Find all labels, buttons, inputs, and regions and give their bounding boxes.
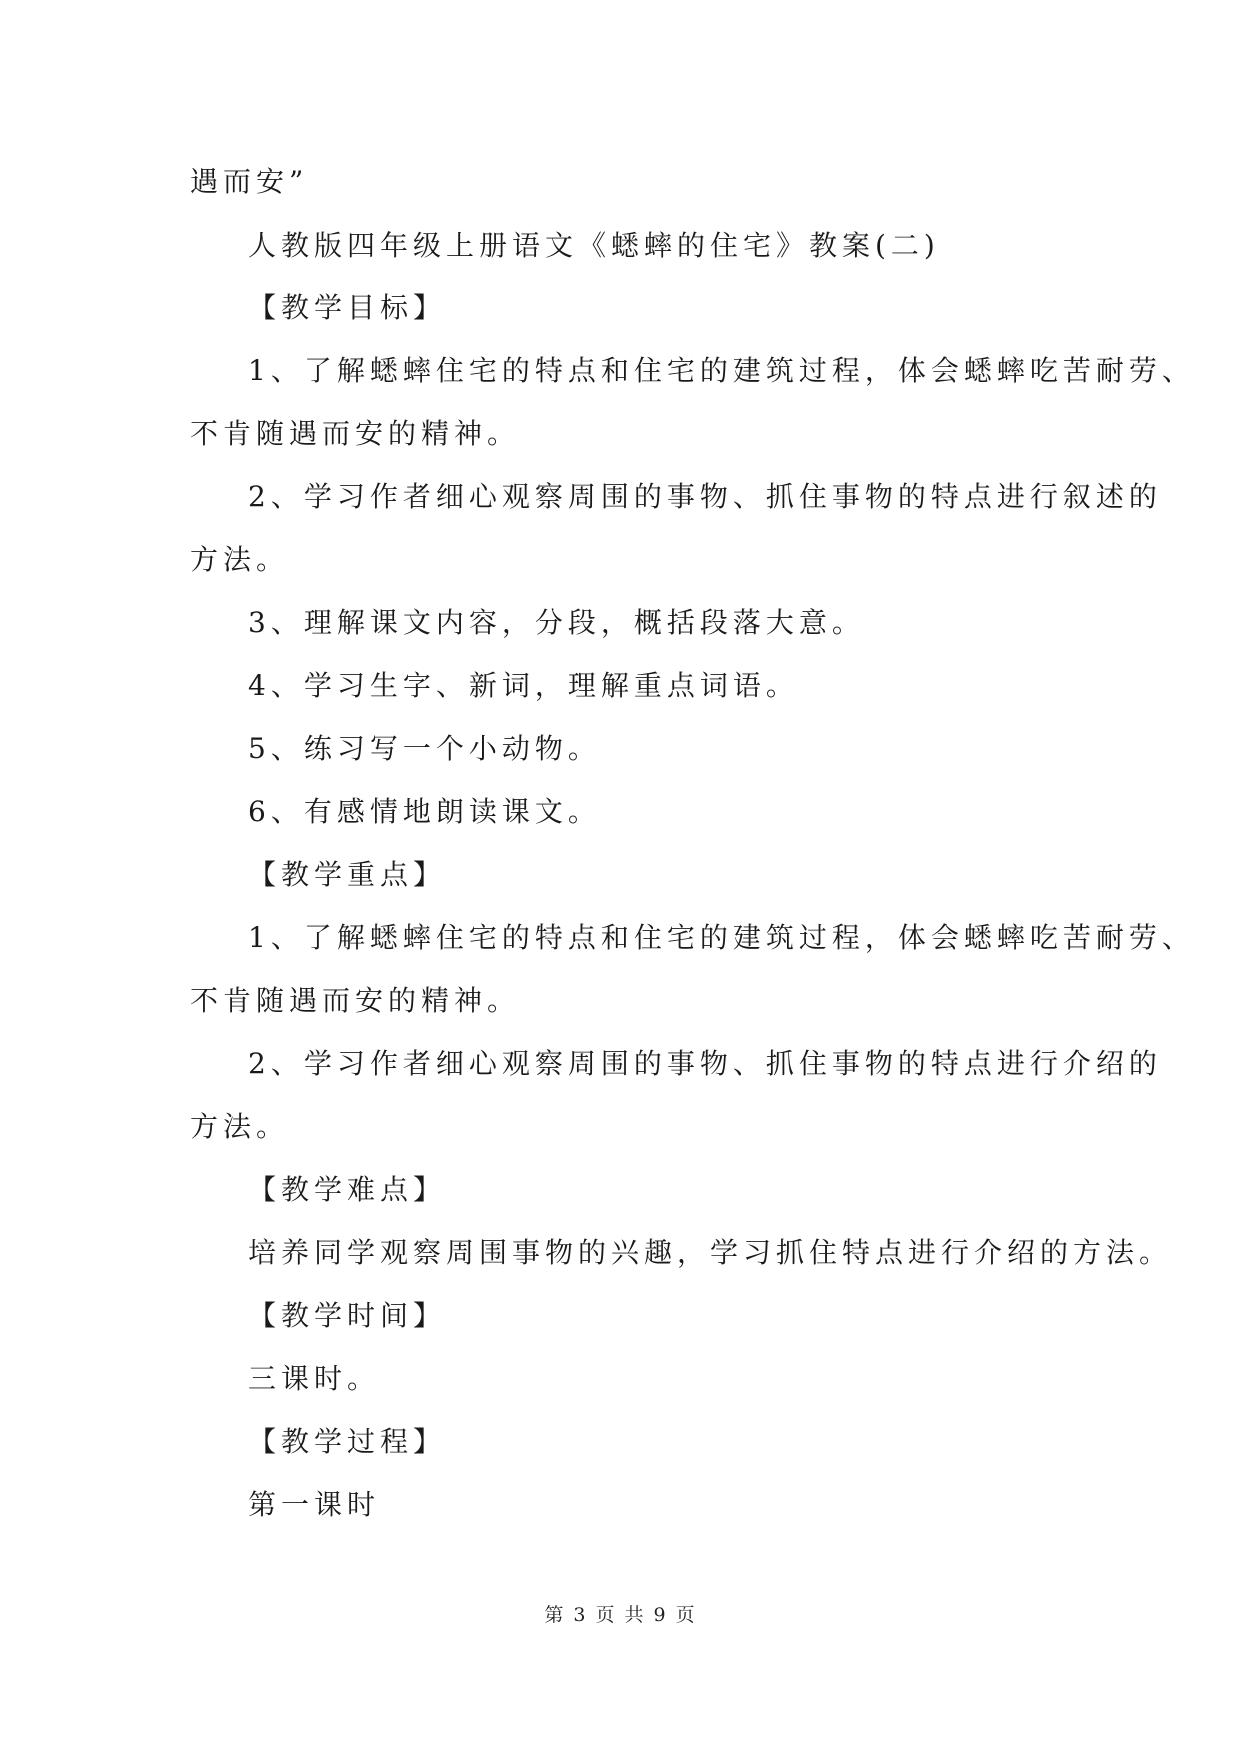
heading-key-points: 【教学重点】 [248,858,447,891]
key-point-1-line-2: 不肯随遇而安的精神。 [190,984,521,1017]
text-line-continuation: 遇而安” [190,165,309,198]
goal-6: 6、有感情地朗读课文。 [248,795,601,828]
heading-teaching-time: 【教学时间】 [248,1299,447,1332]
teaching-time-text: 三课时。 [248,1362,381,1395]
goal-1-line-2: 不肯随遇而安的精神。 [190,417,521,450]
heading-teaching-process: 【教学过程】 [248,1425,447,1458]
goal-2-line-1: 2、学习作者细心观察周围的事物、抓住事物的特点进行叙述的 [248,480,1162,513]
heading-difficulties: 【教学难点】 [248,1173,447,1206]
lesson-one-label: 第一课时 [248,1488,381,1521]
goal-2-line-2: 方法。 [190,543,290,576]
key-point-2-line-2: 方法。 [190,1110,290,1143]
key-point-1-line-1: 1、了解蟋蟀住宅的特点和住宅的建筑过程，体会蟋蟀吃苦耐劳、 [248,921,1195,954]
heading-teaching-goals: 【教学目标】 [248,291,447,324]
goal-4: 4、学习生字、新词，理解重点词语。 [248,669,799,702]
key-point-2-line-1: 2、学习作者细心观察周围的事物、抓住事物的特点进行介绍的 [248,1047,1162,1080]
difficulty-text: 培养同学观察周围事物的兴趣，学习抓住特点进行介绍的方法。 [248,1236,1173,1269]
section-title: 人教版四年级上册语文《蟋蟀的住宅》教案(二) [248,229,940,262]
page-number-footer: 第 3 页 共 9 页 [544,1604,697,1626]
goal-1-line-1: 1、了解蟋蟀住宅的特点和住宅的建筑过程，体会蟋蟀吃苦耐劳、 [248,354,1195,387]
goal-3: 3、理解课文内容，分段，概括段落大意。 [248,606,865,639]
goal-5: 5、练习写一个小动物。 [248,732,601,765]
